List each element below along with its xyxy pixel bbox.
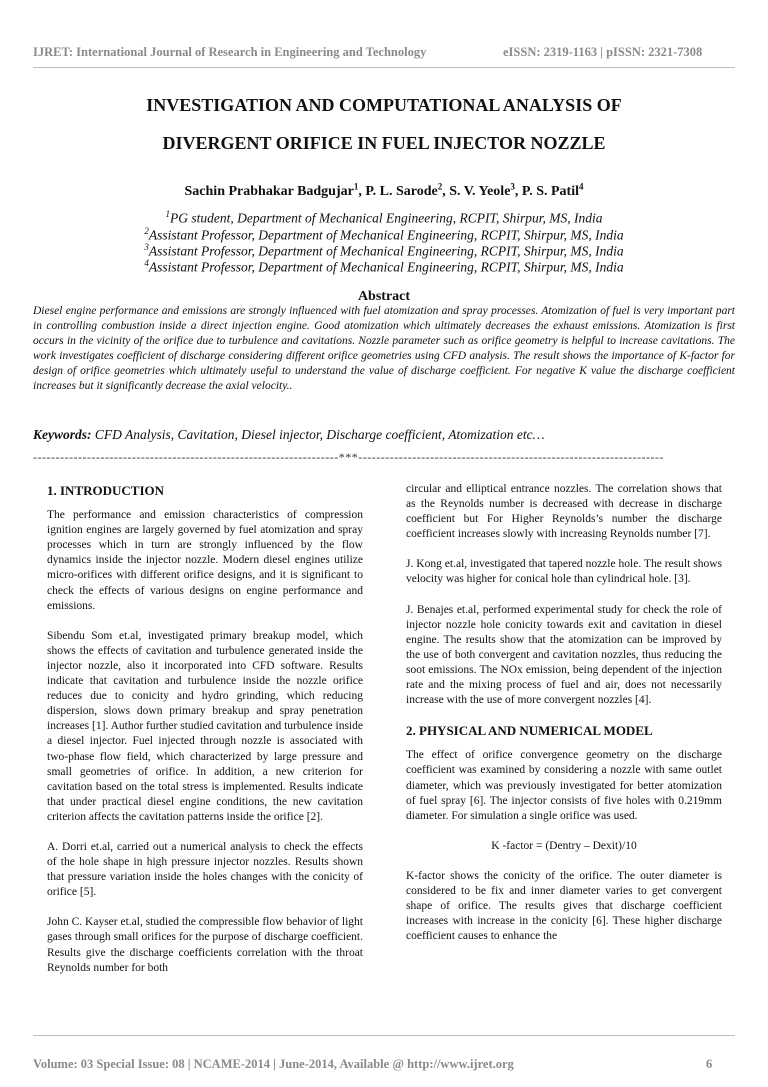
- paragraph: J. Kong et.al, investigated that tapered nozzle hole. The result shows velocity was higher for conical hole than cylindrical hole. [3].: [406, 558, 722, 586]
- keywords: [33, 427, 735, 443]
- paper-title-line2: DIVERGENT ORIFICE IN FUEL INJECTOR NOZZLE: [162, 133, 606, 153]
- abstract-heading: Abstract: [357, 289, 411, 304]
- section-heading-introduction: 1. INTRODUCTION: [47, 483, 165, 498]
- journal-name: IJRET: International Journal of Research in Engineering and Technology: [33, 45, 427, 59]
- author: P. S. Patil$^4$: [521, 181, 584, 199]
- affiliation-3: $^3$Assistant Professor, Department of Mechanical Engineering, RCPIT, Shirpur, MS, India: [144, 242, 624, 259]
- header-rule: [33, 67, 735, 68]
- author-list: [0, 181, 768, 200]
- author: P. L. Sarode$^2$,: [365, 181, 450, 199]
- paragraph: circular and elliptical entrance nozzles. The correlation shows that as the Reynolds number is decreased with decrease in discharge coefficient but For Higher Reynolds’s number the discharge coefficient increases slowly with increasing Reynolds number [7].: [406, 483, 722, 541]
- paragraph: J. Benajes et.al, performed experimental study for check the role of injector nozzle hole conicity towards exit and cavitation in diesel engine. The results show that the atomization can be improved by the use of both convergent and cavitation nozzles, thus reducing the soot emissions. The NOx emission, being dependent of the injection rate and the mixing process of fuel and air, does not necessarily increase with the use of more convergent nozzles [4].: [406, 603, 722, 707]
- affiliation-1: $^1$PG student, Department of Mechanical Engineering, RCPIT, Shirpur, MS, India: [165, 209, 603, 226]
- author: Sachin Prabhakar Badgujar$^1$,: [184, 181, 366, 199]
- left-column: [47, 483, 363, 991]
- paragraph: Sibendu Som et.al, investigated primary breakup model, which shows the effects of cavitation and turbulence generated inside the injector nozzle, also it incorporated into CFD software. Results indicate that cavitation and turbulence inside the nozzle orifice reduces due to conicity and hydro grinding, which reducing dispersion, slows down primary breakup and spray penetration increases [1]. Author further studied cavitation and turbulence inside a diesel injector. Fuel injected through nozzle is associated with two-phase flow field, which characterized by large pressure and small geometries of orifice. In addition, a new criterion for cavitation based on the total stress is implemented. Results indicate that under practical diesel engine conditions, the new cavitation criterion affects the cavitation patterns inside the orifice [2].: [47, 629, 363, 823]
- right-column: [406, 482, 722, 959]
- issn-info: eISSN: 2319-1163 | pISSN: 2321-7308: [503, 45, 703, 59]
- abstract-text: Diesel engine performance and emissions are strongly influenced with fuel atomization and spray processes. Atomization of fuel is very important part in controlling combustion inside a direct injection engine. Good atomization which ultimately decreases the exhaust emissions. Atomization is first occurs in the vicinity of the orifice due to turbulence and cavitations. Nozzle parameter such as orifice geometry is helpful to increase cavitations. The work investigates coefficient of discharge considering different orifice geometries using CFD analysis. The result shows the importance of K-factor for design of orifice geometries which ultimately useful to understand the value of discharge coefficient. For negative K value the discharge coefficient increases but it significantly decrease the axial velocity..: [33, 305, 735, 393]
- footer-rule: [33, 1035, 735, 1036]
- paragraph: K-factor shows the conicity of the orifice. The outer diameter is considered to be fix and inner diameter varies to get convergent shape of orifice. The results gives that discharge coefficient increases with increase in the conicity [6]. These higher discharge coefficient causes to enhance the: [406, 869, 722, 943]
- k-factor-formula: K -factor = (Dentry – Dexit)/10: [491, 839, 637, 852]
- keywords-text: CFD Analysis, Cavitation, Diesel injector, Discharge coefficient, Atomization etc…: [91, 427, 545, 442]
- affiliation-4: $^4$Assistant Professor, Department of Mechanical Engineering, RCPIT, Shirpur, MS, India: [144, 258, 624, 275]
- paragraph: John C. Kayser et.al, studied the compressible flow behavior of light gases through small orifices for the purpose of discharge coefficient. Results give the discharge coefficients correlation with the throat Reynolds number for both: [47, 916, 363, 974]
- paragraph: The performance and emission characteristics of compression ignition engines are largely governed by fuel atomization and spray processes which in turn are strongly influenced by the flow dynamics inside the injector nozzle. Modern diesel engines utilize micro-orifices with different orifice designs, and it is significant to check the effects of various designs on engine performance and emissions.: [47, 509, 363, 612]
- section-separator: --------------------------------------------------------------------***--------------------------------------------------------------------: [33, 450, 664, 464]
- paragraph: The effect of orifice convergence geometry on the discharge coefficient was examined by considering a nozzle with same outlet diameter, which was previously investigated for better atomization of fuel spray [6]. The injector consists of five holes with 0.219mm diameter. For simulation a single orifice was used.: [406, 749, 722, 822]
- section-heading-model: 2. PHYSICAL AND NUMERICAL MODEL: [406, 723, 653, 739]
- keywords-label: Keywords:: [33, 427, 92, 442]
- page-number: 6: [706, 1057, 713, 1071]
- affiliation-2: $^2$Assistant Professor, Department of Mechanical Engineering, RCPIT, Shirpur, MS, India: [144, 226, 624, 243]
- paper-title-line1: INVESTIGATION AND COMPUTATIONAL ANALYSIS OF: [146, 95, 622, 115]
- footer-text: Volume: 03 Special Issue: 08 | NCAME-2014 | June-2014, Available @ http://www.ijret.org: [33, 1057, 514, 1071]
- paragraph: A. Dorri et.al, carried out a numerical analysis to check the effects of the hole shape in high pressure injector nozzles. Results shown that pressure variation inside the holes changes with the conicity of orifice [5].: [47, 840, 363, 899]
- author: S. V. Yeole$^3$,: [449, 181, 522, 199]
